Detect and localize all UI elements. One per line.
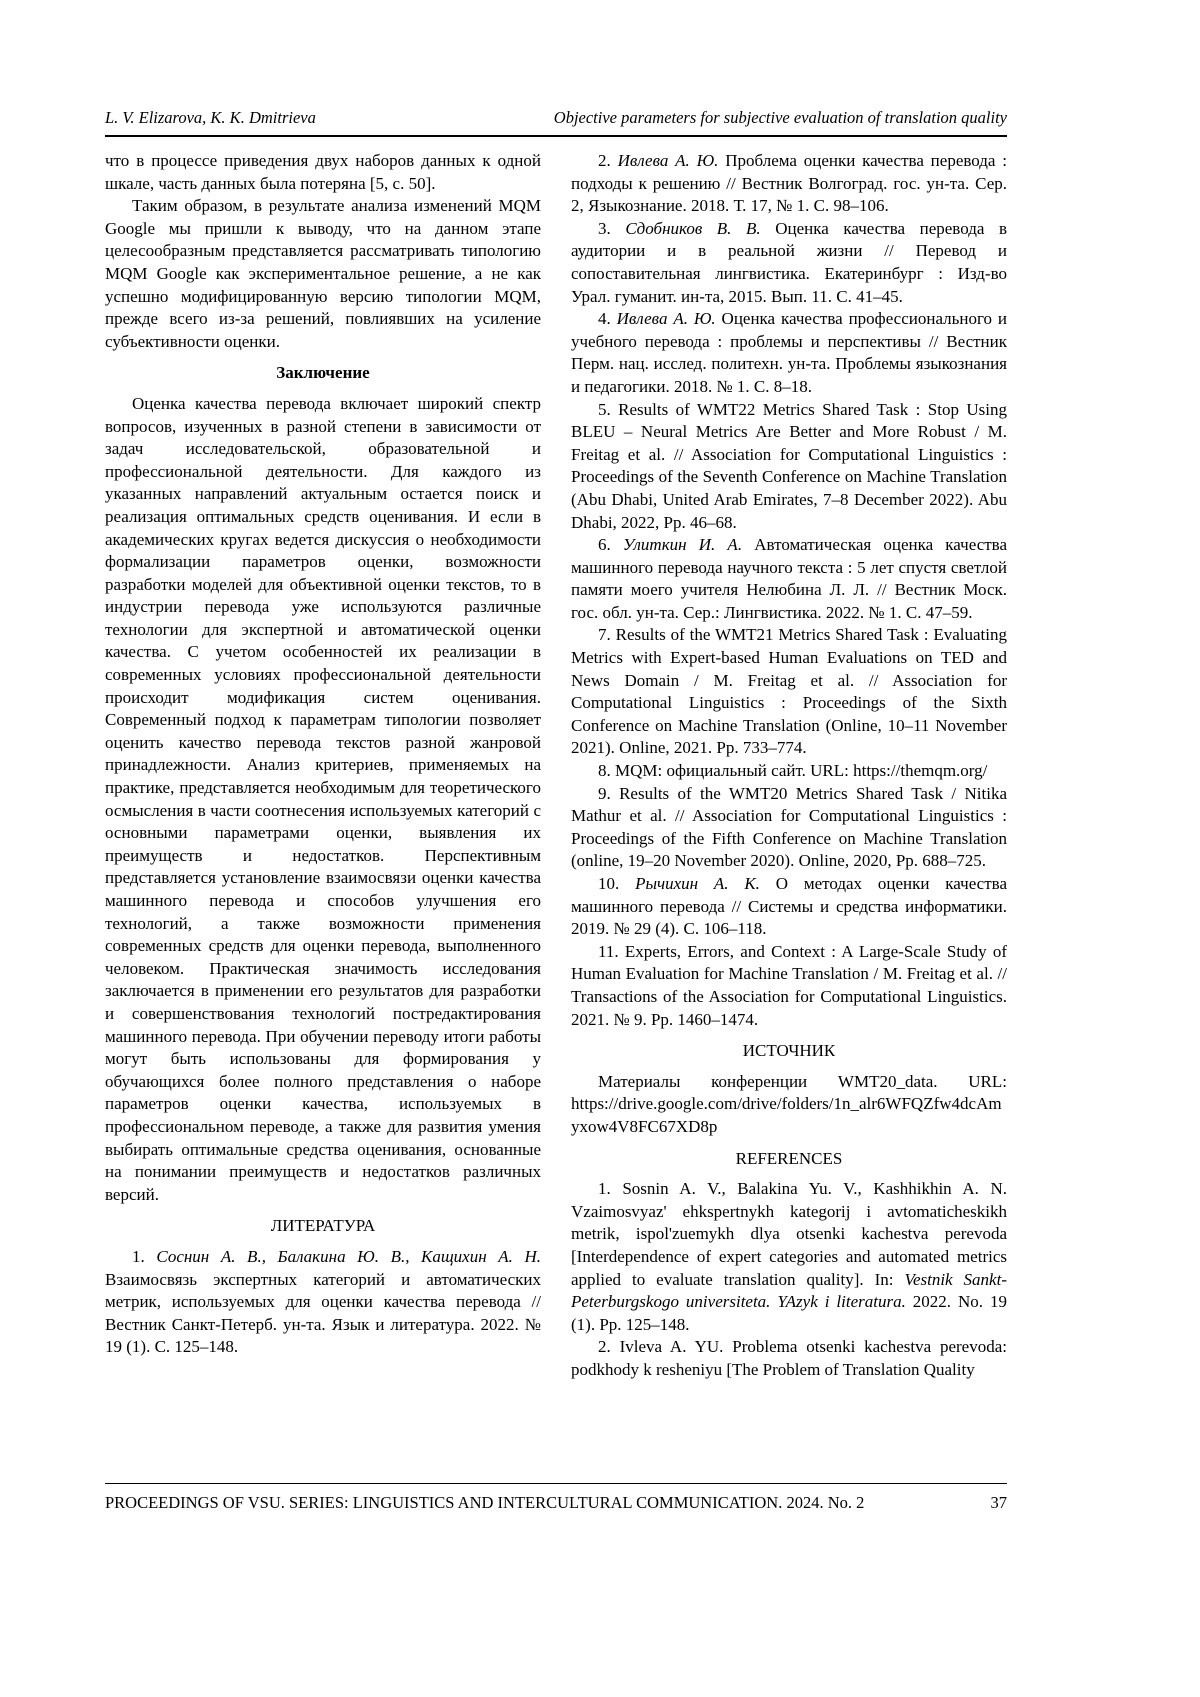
- text-segment: 6.: [598, 535, 623, 555]
- page-number: 37: [990, 1493, 1007, 1512]
- body-paragraph: [105, 195, 541, 353]
- italic-text-segment: Соснин А. В., Балакина Ю. В., Кащихин А. Н.: [156, 1246, 541, 1266]
- body-paragraph: [105, 393, 541, 1206]
- text-segment: 2. Ivleva A. YU. Problema otsenki kachestva perevoda: podkhody k resheniyu [The Problem of Translation Quality: [571, 1337, 1007, 1379]
- text-segment: Взаимосвязь экспертных категорий и автоматических метрик, используемых для оценки качества перевода // Вестник Санкт-Петерб. ун-та. Язык и литература. 2022. № 19 (1). С. 125–148.: [105, 1269, 541, 1357]
- reference-item: [571, 873, 1007, 941]
- reference-item: [571, 150, 1007, 218]
- text-segment: Проблема оценки качества перевода : подходы к решению // Вестник Волгоград. гос. ун-та. Сер. 2, Языкознание. 2018. Т. 17, № 1. С. 98–106.: [571, 151, 1007, 216]
- section-heading: ИСТОЧНИК: [742, 1041, 836, 1061]
- page-footer: [105, 1483, 1007, 1513]
- reference-item: [571, 1336, 1007, 1381]
- text-segment: 1.: [132, 1246, 157, 1266]
- text-segment: 5. Results of WMT22 Metrics Shared Task : Stop Using BLEU – Neural Metrics Are Better and More Robust / M. Freitag et al. // Association for Computational Linguistics : Proceedings of the Seventh Conference on Machine Translation (Abu Dhabi, United Arab Emirates, 7–8 December 2022). Abu Dhabi, 2022, Pp. 46–68.: [571, 399, 1007, 532]
- italic-text-segment: Рычихин А. К.: [635, 874, 760, 893]
- italic-text-segment: Ивлева А. Ю.: [617, 151, 719, 170]
- header-divider: [105, 135, 1007, 137]
- page-header: [105, 108, 1007, 135]
- text-segment: Автоматическая оценка качества машинного перевода научного текста : 5 лет спустя светлой памяти моего учителя Нелюбина Л. Л. // Вестник Моск. гос. обл. ун-та. Сер.: Лингвистика. 2022. № 1. С. 47–59.: [571, 535, 1007, 622]
- section-heading: REFERENCES: [735, 1148, 843, 1168]
- italic-text-segment: Сдобников В. В.: [625, 218, 761, 238]
- two-column-body: [105, 150, 1007, 1466]
- text-segment: О методах оценки качества машинного перевода // Системы и средства информатики. 2019. № 29 (4). С. 106–118.: [571, 874, 1007, 939]
- reference-item: [105, 1246, 541, 1359]
- italic-text-segment: Vestnik Sankt-Peterburgskogo universiteta. YAzyk i literatura.: [571, 1269, 1007, 1312]
- text-segment: 7. Results of the WMT21 Metrics Shared Task : Evaluating Metrics with Expert-based Human Evaluations on TED and News Domain / M. Freitag et al. // Association for Computational Linguistics : Proceedings of the Sixth Conference on Machine Translation (Online, 10–11 November 2021). Online, 2021. Pp. 733–774.: [571, 625, 1007, 758]
- section-heading: Заключение: [276, 363, 370, 383]
- body-paragraph: [571, 1071, 1007, 1139]
- reference-item: [571, 1178, 1007, 1336]
- reference-item: [571, 941, 1007, 1031]
- reference-item: [571, 218, 1007, 308]
- text-segment: Оценка качества перевода в аудитории и в реальной жизни // Перевод и сопоставительная лингвистика. Екатеринбург : Изд-во Урал. гуманит. ин-та, 2015. Вып. 11. С. 41–45.: [571, 218, 1007, 306]
- body-paragraph: [105, 150, 541, 195]
- text-segment: что в процессе приведения двух наборов данных к одной шкале, часть данных была потеряна [5, с. 50].: [105, 151, 541, 193]
- text-segment: Оценка качества перевода включает широкий спектр вопросов, изученных в разной степени в зависимости от задач исследовательской, образовательной и профессиональной деятельности. Для каждого из указанных направлений актуальным остается поиск и реализация оптимальных средств оценивания. И если в академических кругах ведется дискуссия о необходимости формализации параметров оценки, возможности разработки моделей для объективной оценки текстов, то в индустрии перевода уже используются различные технологии для экспертной и автоматической оценки качества. С учетом особенностей их реализации в современных условиях профессиональной деятельности происходит модификация систем оценивания. Современный подход к параметрам типологии позволяет оценить качество перевода текстов разной жанровой принадлежности. Анализ критериев, применяемых на практике, представляется необходимым для теоретического осмысления в части соотнесения используемых категорий с основными параметрами оценки, выявления их преимуществ и недостатков. Перспективным представляется установление взаимосвязи оценки качества машинного перевода и способов улучшения его технологий, а также возможности применения современных средств для оценки перевода, выполненного человеком. Практическая значимость исследования заключается в применении его результатов для разработки и совершенствования технологий постредактирования машинного перевода. При обучении переводу итоги работы могут быть использованы для формирования у обучающихся более полного представления о наборе параметров оценки качества, используемых в профессиональном переводе, а также для развития умения выбирать оптимальные средства оценивания, основанные на понимании преимуществ и недостатков различных версий.: [105, 393, 541, 1204]
- right-column: [571, 150, 1007, 1466]
- reference-item: [571, 624, 1007, 760]
- italic-text-segment: Улиткин И. А.: [622, 535, 743, 555]
- text-segment: 10.: [598, 874, 636, 893]
- running-title: Objective parameters for subjective evaluation of translation quality: [553, 108, 1007, 127]
- reference-item: [571, 760, 1007, 783]
- running-authors: L. V. Elizarova, K. K. Dmitrieva: [105, 108, 316, 127]
- reference-item: [571, 308, 1007, 398]
- section-heading: ЛИТЕРАТУРА: [270, 1216, 376, 1236]
- text-segment: 4.: [598, 309, 617, 329]
- italic-text-segment: Ивлева А. Ю.: [616, 309, 716, 329]
- text-segment: Материалы конференции WMT20_data. URL: https://drive.google.com/drive/folders/1n_alr6WFQZfw4dcAmyxow4V8FC67XD8p: [571, 1071, 1007, 1136]
- reference-item: [571, 399, 1007, 535]
- reference-item: [571, 534, 1007, 624]
- reference-item: [571, 783, 1007, 873]
- text-segment: 3.: [598, 218, 626, 238]
- text-segment: 9. Results of the WMT20 Metrics Shared Task / Nitika Mathur et al. // Association for Computational Linguistics : Proceedings of the Fifth Conference on Machine Translation (online, 19–20 November 2020). Online, 2020, Pp. 688–725.: [571, 783, 1007, 871]
- text-segment: 11. Experts, Errors, and Context : A Large-Scale Study of Human Evaluation for Machine Translation / M. Freitag et al. // Transactions of the Association for Computational Linguistics. 2021. № 9. Pp. 1460–1474.: [571, 941, 1007, 1029]
- text-segment: Таким образом, в результате анализа изменений MQM Google мы пришли к выводу, что на данном этапе целесообразным представляется рассматривать типологию MQM Google как экспериментальное решение, а не как успешно модифицированную версию типологии MQM, прежде всего из-за решений, повлиявших на усиление субъективности оценки.: [105, 196, 541, 351]
- text-segment: 2.: [598, 151, 618, 170]
- text-segment: 8. MQM: официальный сайт. URL: https://themqm.org/: [598, 761, 988, 781]
- text-segment: Оценка качества профессионального и учебного перевода : проблемы и перспективы // Вестник Перм. нац. исслед. политехн. ун-та. Проблемы языкознания и педагогики. 2018. № 1. С. 8–18.: [571, 309, 1007, 396]
- text-segment: 1. Sosnin A. V., Balakina Yu. V., Kashhikhin A. N. Vzaimosvyaz' ehkspertnykh kategorij i avtomaticheskikh metrik, ispol'zuemykh dlya otsenki kachestva perevoda [Interdependence of expert categories and automated metrics applied to evaluate translation quality]. In:: [571, 1179, 1007, 1289]
- left-column: [105, 150, 541, 1466]
- text-segment: 2022. No. 19 (1). Pp. 125–148.: [571, 1292, 1007, 1334]
- footer-row: [105, 1484, 1007, 1513]
- journal-line: PROCEEDINGS OF VSU. SERIES: LINGUISTICS AND INTERCULTURAL COMMUNICATION. 2024. No. 2: [105, 1493, 865, 1512]
